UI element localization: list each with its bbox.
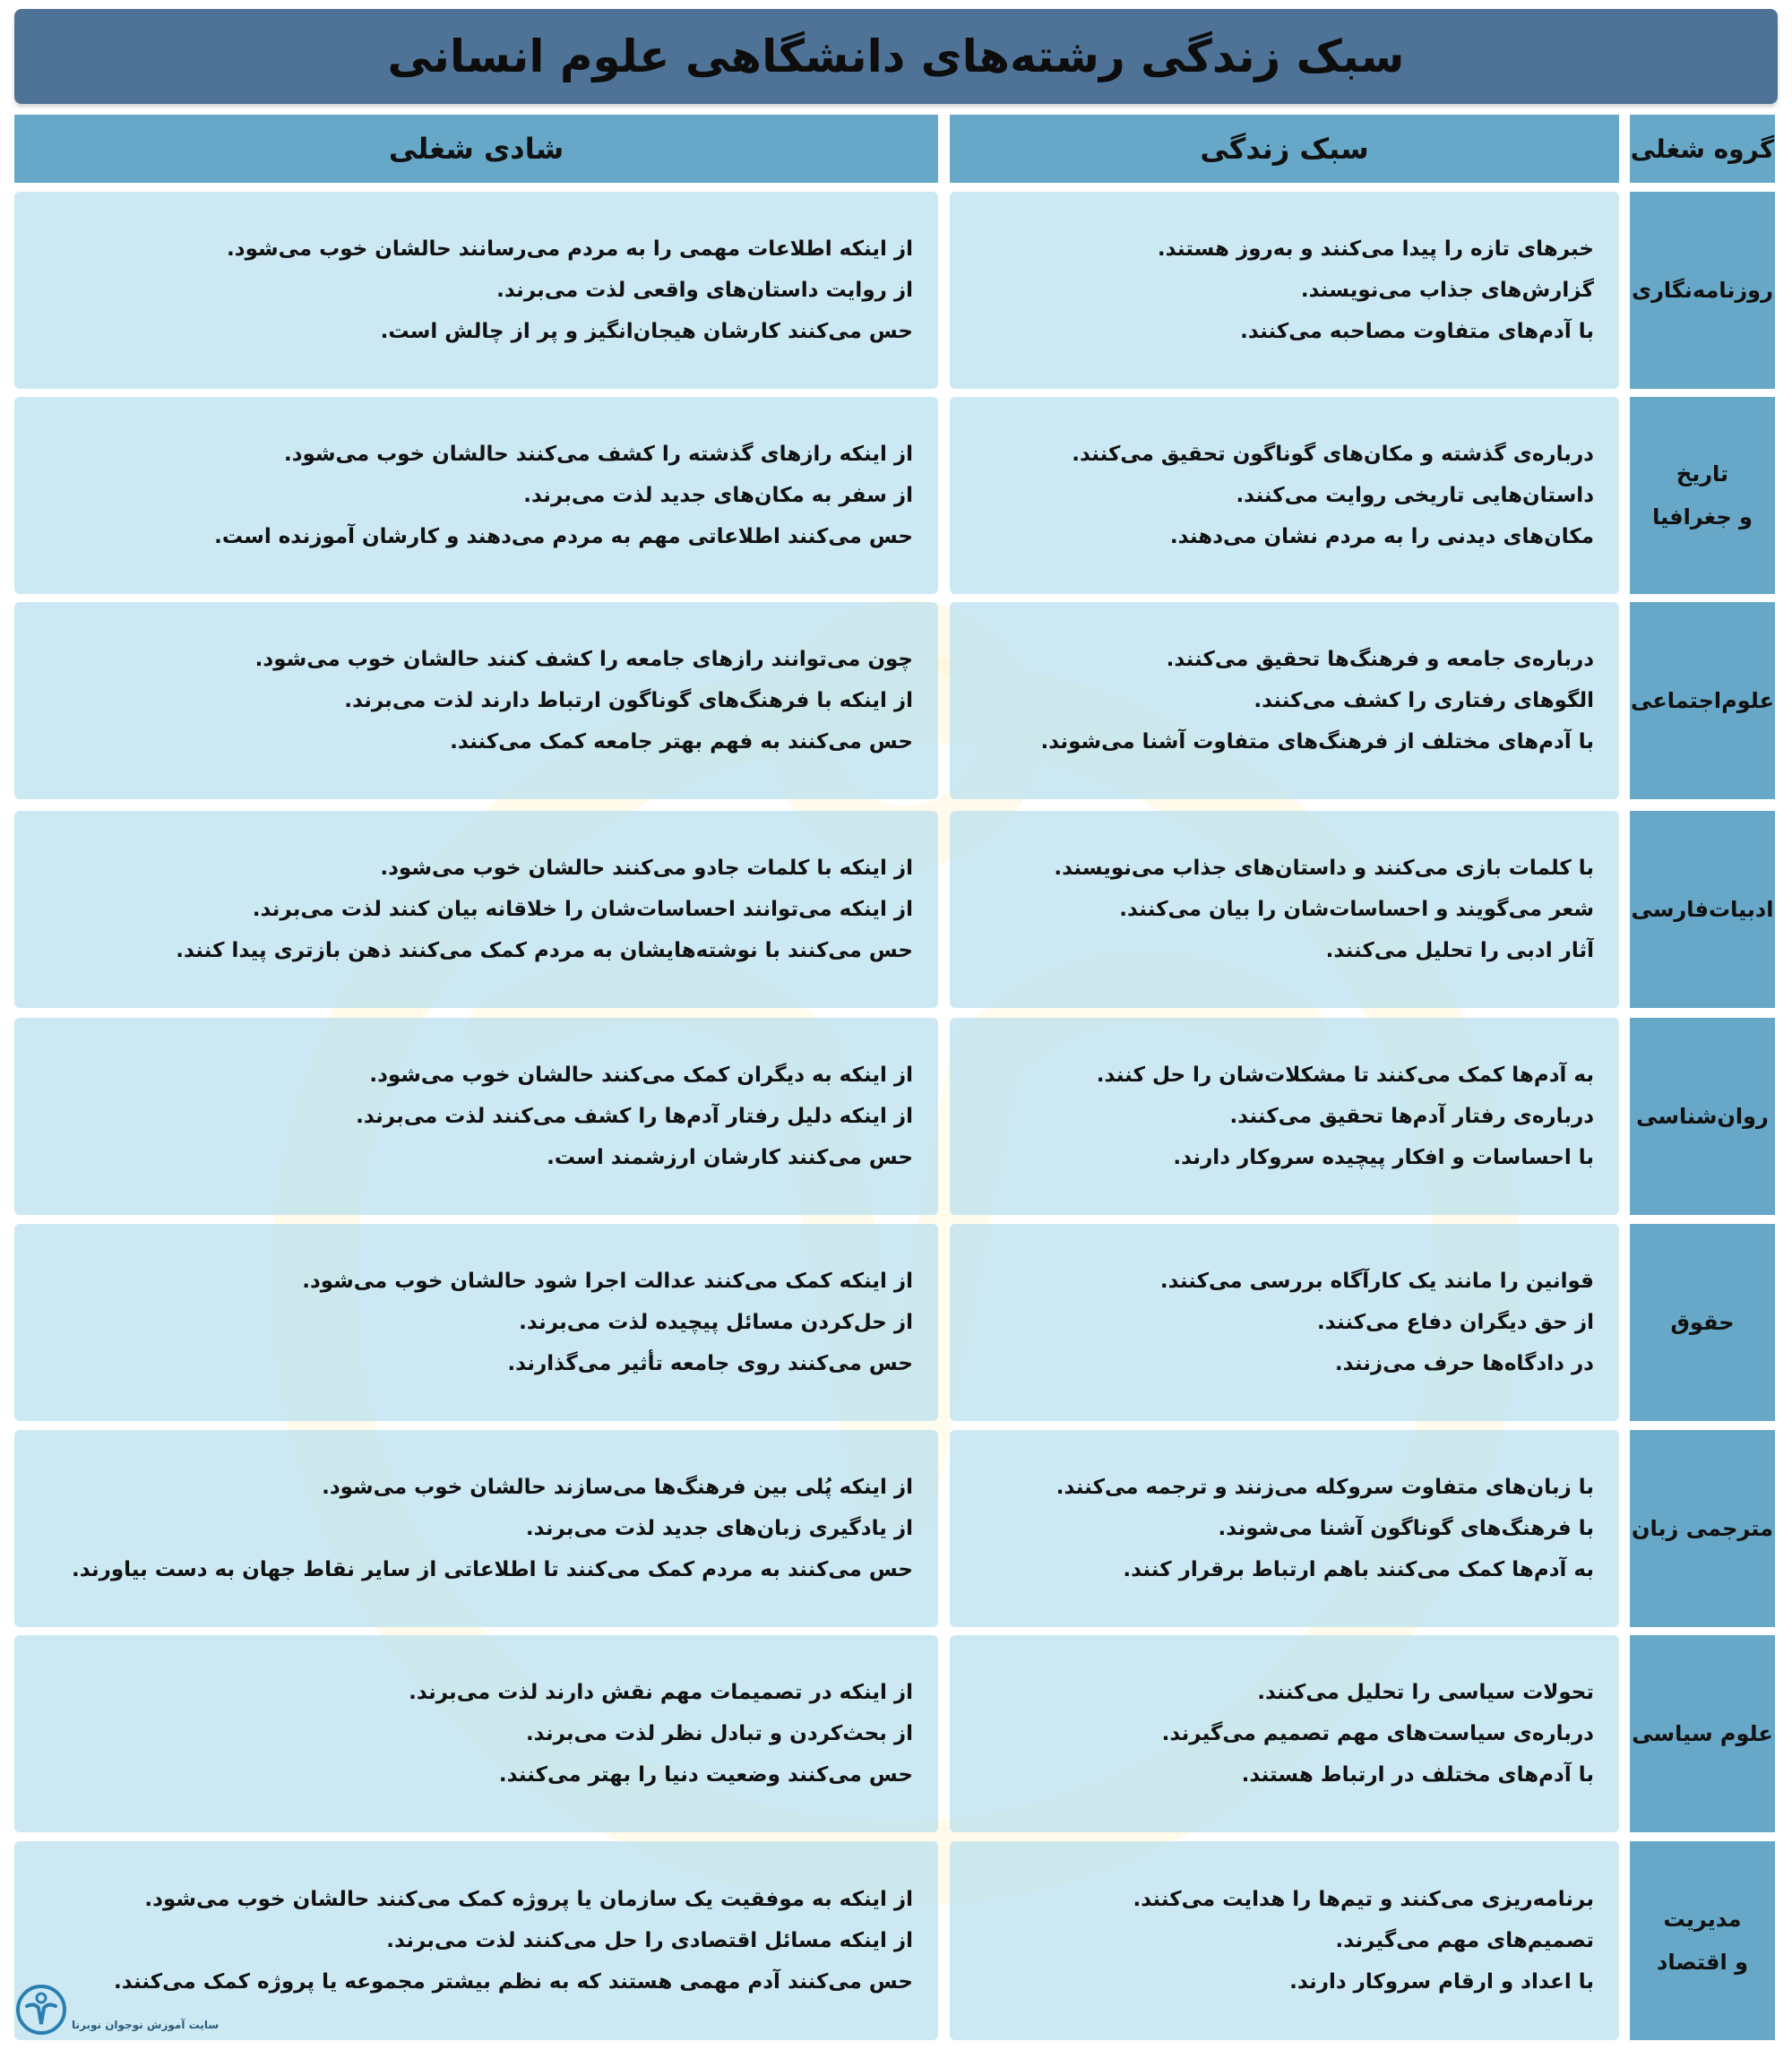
cell-happiness	[14, 1224, 938, 1421]
group-label: مترجمی زبان	[1632, 1516, 1773, 1541]
happiness-line: از اینکه می‌توانند احساسات‌شان را خلاقانه بیان کنند لذت می‌برند.	[252, 898, 913, 921]
happiness-line: حس می‌کنند اطلاعاتی مهم به مردم می‌دهند و کارشان آموزنده است.	[214, 525, 913, 548]
cell-group	[1630, 1635, 1775, 1832]
cell-happiness	[14, 192, 938, 389]
title-bar	[14, 9, 1778, 104]
cell-group	[1630, 1224, 1775, 1421]
cell-happiness	[14, 397, 938, 594]
happiness-line: حس می‌کنند به مردم کمک می‌کنند تا اطلاعاتی از سایر نقاط جهان به دست بیاورند.	[71, 1558, 913, 1581]
header-lifestyle: سبک زندگی	[950, 115, 1619, 183]
lifestyle-line: گزارش‌های جذاب می‌نویسند.	[1300, 279, 1594, 302]
cell-group	[1630, 1841, 1775, 2040]
lifestyle-line: با اعداد و ارقام سروکار دارند.	[1289, 1970, 1594, 1994]
happiness-line: از اینکه دلیل رفتار آدم‌ها را کشف می‌کنند لذت می‌برند.	[356, 1105, 913, 1128]
lifestyle-line: درباره‌ی گذشته و مکان‌های گوناگون تحقیق می‌کنند.	[1072, 443, 1594, 466]
group-label: مدیریت	[1663, 1907, 1742, 1932]
lifestyle-line: با احساسات و افکار پیچیده سروکار دارند.	[1173, 1146, 1594, 1169]
happiness-line: از اینکه در تصمیمات مهم نقش دارند لذت می‌برند.	[409, 1681, 913, 1704]
lifestyle-line: از حق دیگران دفاع می‌کنند.	[1317, 1311, 1594, 1334]
happiness-line: از اینکه با کلمات جادو می‌کنند حالشان خوب می‌شود.	[380, 857, 913, 880]
logo-caption: سایت آموزش نوجوان نوبرنا	[72, 2019, 220, 2031]
group-label: و اقتصاد	[1657, 1950, 1748, 1975]
cell-lifestyle	[950, 811, 1619, 1008]
happiness-line: از اینکه رازهای گذشته را کشف می‌کنند حالشان خوب می‌شود.	[283, 443, 913, 466]
cell-happiness	[14, 1018, 938, 1215]
cell-lifestyle	[950, 1224, 1619, 1421]
cell-group	[1630, 1018, 1775, 1215]
table-row	[0, 811, 1792, 1008]
cell-lifestyle	[950, 1635, 1619, 1832]
group-label: علوم سیاسی	[1632, 1721, 1773, 1746]
lifestyle-line: مکان‌های دیدنی را به مردم نشان می‌دهند.	[1169, 525, 1594, 548]
group-label: و جغرافیا	[1652, 504, 1753, 530]
table-row	[0, 1841, 1792, 2040]
lifestyle-line: داستان‌هایی تاریخی روایت می‌کنند.	[1236, 484, 1594, 507]
happiness-line: از اینکه اطلاعات مهمی را به مردم می‌رسانند حالشان خوب می‌شود.	[227, 237, 913, 261]
lifestyle-line: با آدم‌های متفاوت مصاحبه می‌کنند.	[1240, 320, 1594, 343]
lifestyle-line: برنامه‌ریزی می‌کنند و تیم‌ها را هدایت می‌کنند.	[1133, 1888, 1594, 1911]
page-title: سبک زندگی رشته‌های دانشگاهی علوم انسانی	[387, 30, 1405, 82]
person-circle-logo-icon	[14, 1983, 68, 2037]
header-group: گروه شغلی	[1630, 115, 1775, 183]
lifestyle-line: با کلمات بازی می‌کنند و داستان‌های جذاب می‌نویسند.	[1054, 857, 1594, 880]
lifestyle-line: با آدم‌های مختلف از فرهنگ‌های متفاوت آشنا می‌شوند.	[1040, 730, 1594, 754]
happiness-line: حس می‌کنند روی جامعه تأثیر می‌گذارند.	[507, 1352, 913, 1375]
happiness-line: از سفر به مکان‌های جدید لذت می‌برند.	[523, 484, 913, 507]
happiness-line: از اینکه به دیگران کمک می‌کنند حالشان خوب می‌شود.	[369, 1064, 913, 1087]
happiness-line: از اینکه مسائل اقتصادی را حل می‌کنند لذت می‌برند.	[386, 1929, 913, 1952]
cell-lifestyle	[950, 192, 1619, 389]
table-row	[0, 1430, 1792, 1627]
cell-group	[1630, 602, 1775, 799]
cell-group	[1630, 397, 1775, 594]
header-happiness: شادی شغلی	[14, 115, 938, 183]
lifestyle-line: به آدم‌ها کمک می‌کنند باهم ارتباط برقرار کنند.	[1123, 1558, 1594, 1581]
cell-lifestyle	[950, 1841, 1619, 2040]
group-label: روان‌شناسی	[1636, 1104, 1769, 1129]
cell-happiness	[14, 602, 938, 799]
cell-group	[1630, 192, 1775, 389]
happiness-line: از اینکه پُلی بین فرهنگ‌ها می‌سازند حالشان خوب می‌شود.	[322, 1476, 913, 1499]
table-row	[0, 397, 1792, 594]
table-row	[0, 602, 1792, 799]
lifestyle-line: درباره‌ی رفتار آدم‌ها تحقیق می‌کنند.	[1229, 1105, 1594, 1128]
cell-happiness	[14, 1430, 938, 1627]
lifestyle-line: تحولات سیاسی را تحلیل می‌کنند.	[1257, 1681, 1594, 1704]
group-label: روزنامه‌نگاری	[1632, 278, 1773, 303]
happiness-line: چون می‌توانند رازهای جامعه را کشف کنند حالشان خوب می‌شود.	[254, 648, 913, 671]
lifestyle-line: درباره‌ی جامعه و فرهنگ‌ها تحقیق می‌کنند.	[1166, 648, 1594, 671]
lifestyle-line: با فرهنگ‌های گوناگون آشنا می‌شوند.	[1218, 1517, 1594, 1540]
happiness-line: از حل‌کردن مسائل پیچیده لذت می‌برند.	[519, 1311, 913, 1334]
happiness-line: حس می‌کنند کارشان ارزشمند است.	[547, 1146, 913, 1169]
lifestyle-line: قوانین را مانند یک کارآگاه بررسی می‌کنند.	[1159, 1270, 1594, 1293]
lifestyle-line: شعر می‌گویند و احساسات‌شان را بیان می‌کنند.	[1119, 898, 1594, 921]
cell-lifestyle	[950, 1430, 1619, 1627]
happiness-line: از اینکه با فرهنگ‌های گوناگون ارتباط دارند لذت می‌برند.	[344, 689, 913, 712]
lifestyle-line: به آدم‌ها کمک می‌کنند تا مشکلات‌شان را حل کنند.	[1096, 1064, 1594, 1087]
happiness-line: از بحث‌کردن و تبادل نظر لذت می‌برند.	[525, 1722, 913, 1745]
cell-group	[1630, 811, 1775, 1008]
lifestyle-line: تصمیم‌های مهم می‌گیرند.	[1335, 1929, 1594, 1952]
lifestyle-line: با زبان‌های متفاوت سروکله می‌زنند و ترجمه می‌کنند.	[1055, 1476, 1594, 1499]
happiness-line: حس می‌کنند کارشان هیجان‌انگیز و پر از چالش است.	[380, 320, 913, 343]
happiness-line: از یادگیری زبان‌های جدید لذت می‌برند.	[525, 1517, 913, 1540]
lifestyle-line: الگوهای رفتاری را کشف می‌کنند.	[1254, 689, 1594, 712]
site-logo	[14, 1975, 220, 2045]
cell-lifestyle	[950, 397, 1619, 594]
table-row	[0, 192, 1792, 389]
happiness-line: حس می‌کنند به فهم بهتر جامعه کمک می‌کنند.	[450, 730, 913, 754]
happiness-line: از اینکه کمک می‌کنند عدالت اجرا شود حالشان خوب می‌شود.	[302, 1270, 913, 1293]
happiness-line: حس می‌کنند آدم مهمی هستند که به نظم بیشتر مجموعه یا پروژه کمک می‌کنند.	[114, 1970, 913, 1994]
group-label: علوم‌اجتماعی	[1631, 688, 1774, 713]
cell-lifestyle	[950, 602, 1619, 799]
lifestyle-line: آثار ادبی را تحلیل می‌کنند.	[1325, 939, 1594, 962]
lifestyle-line: در دادگاه‌ها حرف می‌زنند.	[1334, 1352, 1594, 1375]
group-label: حقوق	[1670, 1310, 1735, 1335]
table-row	[0, 1018, 1792, 1215]
happiness-line: حس می‌کنند با نوشته‌هایشان به مردم کمک می‌کنند ذهن بازتری پیدا کنند.	[176, 939, 913, 962]
cell-group	[1630, 1430, 1775, 1627]
cell-happiness	[14, 1635, 938, 1832]
happiness-line: حس می‌کنند وضعیت دنیا را بهتر می‌کنند.	[498, 1763, 913, 1787]
lifestyle-line: خبرهای تازه را پیدا می‌کنند و به‌روز هستند.	[1157, 237, 1594, 261]
group-label: ادبیات‌فارسی	[1631, 897, 1774, 922]
happiness-line: از روایت داستان‌های واقعی لذت می‌برند.	[496, 279, 913, 302]
cell-happiness	[14, 811, 938, 1008]
group-label: تاریخ	[1676, 461, 1729, 487]
table-row	[0, 1635, 1792, 1832]
happiness-line: از اینکه به موفقیت یک سازمان یا پروژه کمک می‌کنند حالشان خوب می‌شود.	[144, 1888, 913, 1911]
table-row	[0, 1224, 1792, 1421]
lifestyle-line: درباره‌ی سیاست‌های مهم تصمیم می‌گیرند.	[1161, 1722, 1594, 1745]
lifestyle-line: با آدم‌های مختلف در ارتباط هستند.	[1241, 1763, 1594, 1787]
cell-lifestyle	[950, 1018, 1619, 1215]
